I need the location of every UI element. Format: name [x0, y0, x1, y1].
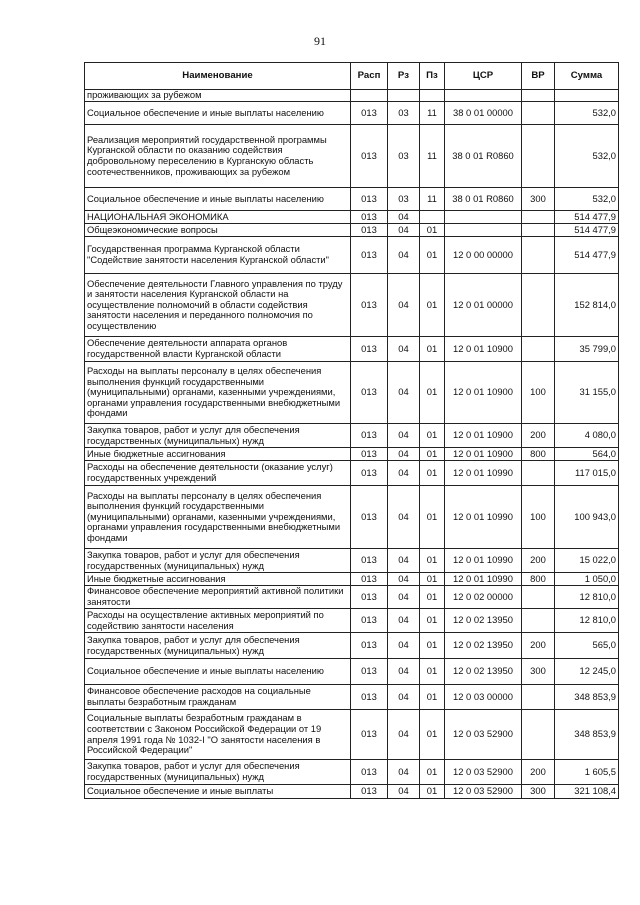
cell-sum: 4 080,0	[555, 424, 619, 448]
cell-rz: 04	[388, 760, 420, 785]
cell-name: Закупка товаров, работ и услуг для обеспечения государственных (муниципальных) нужд	[85, 633, 351, 659]
cell-rz: 04	[388, 362, 420, 424]
cell-rasp: 013	[351, 125, 388, 188]
cell-rz: 04	[388, 211, 420, 224]
cell-vr	[522, 710, 555, 760]
cell-rasp: 013	[351, 362, 388, 424]
cell-pz: 01	[420, 573, 445, 586]
table-row	[85, 424, 619, 448]
cell-csr	[445, 211, 522, 224]
cell-pz	[420, 90, 445, 102]
cell-vr	[522, 586, 555, 609]
cell-name: Финансовое обеспечение расходов на социальные выплаты безработным гражданам	[85, 685, 351, 710]
cell-csr: 12 0 02 13950	[445, 609, 522, 633]
cell-rasp: 013	[351, 424, 388, 448]
cell-vr	[522, 461, 555, 486]
cell-rz: 04	[388, 237, 420, 274]
cell-sum: 117 015,0	[555, 461, 619, 486]
cell-name: Социальное обеспечение и иные выплаты населению	[85, 102, 351, 125]
cell-sum: 348 853,9	[555, 685, 619, 710]
header-rasp: Расп	[351, 63, 388, 90]
cell-rasp: 013	[351, 785, 388, 799]
cell-vr: 100	[522, 362, 555, 424]
cell-pz: 11	[420, 125, 445, 188]
cell-name: Социальное обеспечение и иные выплаты населению	[85, 188, 351, 211]
cell-vr: 800	[522, 573, 555, 586]
cell-vr: 200	[522, 760, 555, 785]
table-row	[85, 211, 619, 224]
table-row	[85, 362, 619, 424]
cell-csr: 12 0 01 10990	[445, 573, 522, 586]
cell-vr: 300	[522, 188, 555, 211]
table-row	[85, 633, 619, 659]
cell-pz: 01	[420, 549, 445, 573]
cell-rz: 04	[388, 586, 420, 609]
cell-rz: 03	[388, 188, 420, 211]
cell-csr: 12 0 03 52900	[445, 760, 522, 785]
cell-csr: 12 0 01 10990	[445, 549, 522, 573]
cell-name: Социальные выплаты безработным гражданам в соответствии с Законом Российской Федерации от 19 апреля 1991 года № 1032-I "О занятости населения в Российской Федерации"	[85, 710, 351, 760]
cell-rasp: 013	[351, 211, 388, 224]
cell-rasp: 013	[351, 486, 388, 549]
cell-name: Закупка товаров, работ и услуг для обеспечения государственных (муниципальных) нужд	[85, 424, 351, 448]
cell-rasp: 013	[351, 659, 388, 685]
cell-sum: 12 810,0	[555, 586, 619, 609]
cell-sum	[555, 90, 619, 102]
cell-sum: 321 108,4	[555, 785, 619, 799]
cell-name: Обеспечение деятельности аппарата органов государственной власти Курганской области	[85, 337, 351, 362]
cell-rz: 04	[388, 659, 420, 685]
table-row	[85, 760, 619, 785]
cell-name: Государственная программа Курганской области "Содействие занятости населения Курганской области"	[85, 237, 351, 274]
cell-rz: 04	[388, 685, 420, 710]
cell-name: Иные бюджетные ассигнования	[85, 573, 351, 586]
cell-pz: 01	[420, 785, 445, 799]
cell-name: НАЦИОНАЛЬНАЯ ЭКОНОМИКА	[85, 211, 351, 224]
cell-name: проживающих за рубежом	[85, 90, 351, 102]
cell-name: Иные бюджетные ассигнования	[85, 448, 351, 461]
cell-name: Реализация мероприятий государственной программы Курганской области по оказанию содействия добровольному переселению в Курганскую область соотечественников, проживающих за рубежом	[85, 125, 351, 188]
cell-sum: 565,0	[555, 633, 619, 659]
table-row	[85, 461, 619, 486]
header-sum: Сумма	[555, 63, 619, 90]
cell-pz: 01	[420, 609, 445, 633]
cell-pz: 11	[420, 102, 445, 125]
table-row	[85, 685, 619, 710]
cell-sum: 12 245,0	[555, 659, 619, 685]
cell-vr: 800	[522, 448, 555, 461]
cell-vr	[522, 609, 555, 633]
cell-rasp: 013	[351, 710, 388, 760]
cell-vr: 300	[522, 785, 555, 799]
cell-sum: 564,0	[555, 448, 619, 461]
cell-rz: 04	[388, 337, 420, 362]
cell-rasp: 013	[351, 188, 388, 211]
cell-rz: 04	[388, 633, 420, 659]
page-number: 91	[314, 34, 326, 48]
cell-rz: 04	[388, 549, 420, 573]
header-csr: ЦСР	[445, 63, 522, 90]
cell-csr	[445, 90, 522, 102]
cell-rasp: 013	[351, 448, 388, 461]
cell-name: Расходы на выплаты персоналу в целях обеспечения выполнения функций государственными (муниципальными) органами, казенными учреждениями, органами управления государственными внебюджетными фондами	[85, 486, 351, 549]
cell-csr: 12 0 01 10900	[445, 337, 522, 362]
cell-vr	[522, 274, 555, 337]
cell-rz: 03	[388, 102, 420, 125]
cell-rz: 04	[388, 274, 420, 337]
cell-vr	[522, 237, 555, 274]
cell-csr: 12 0 01 10900	[445, 362, 522, 424]
table-row	[85, 710, 619, 760]
cell-vr: 100	[522, 486, 555, 549]
cell-sum: 514 477,9	[555, 237, 619, 274]
cell-csr: 12 0 02 13950	[445, 659, 522, 685]
cell-csr: 12 0 01 00000	[445, 274, 522, 337]
cell-csr: 12 0 01 10900	[445, 424, 522, 448]
table-row	[85, 125, 619, 188]
budget-table	[84, 62, 619, 799]
cell-vr	[522, 125, 555, 188]
cell-name: Расходы на выплаты персоналу в целях обеспечения выполнения функций государственными (муниципальными) органами, казенными учреждениями, органами управления государственными внебюджетными фондами	[85, 362, 351, 424]
cell-csr: 12 0 03 52900	[445, 710, 522, 760]
cell-sum: 532,0	[555, 125, 619, 188]
table-row	[85, 659, 619, 685]
cell-csr: 38 0 01 00000	[445, 102, 522, 125]
cell-rz: 04	[388, 609, 420, 633]
cell-csr: 12 0 02 13950	[445, 633, 522, 659]
cell-sum: 15 022,0	[555, 549, 619, 573]
cell-sum: 12 810,0	[555, 609, 619, 633]
table-header-row	[85, 63, 619, 90]
cell-vr: 300	[522, 659, 555, 685]
cell-rz: 04	[388, 424, 420, 448]
cell-csr: 12 0 02 00000	[445, 586, 522, 609]
cell-rasp: 013	[351, 102, 388, 125]
cell-name: Закупка товаров, работ и услуг для обеспечения государственных (муниципальных) нужд	[85, 549, 351, 573]
cell-rz: 04	[388, 486, 420, 549]
cell-csr: 12 0 01 10990	[445, 486, 522, 549]
cell-name: Закупка товаров, работ и услуг для обеспечения государственных (муниципальных) нужд	[85, 760, 351, 785]
cell-pz: 01	[420, 224, 445, 237]
cell-pz: 01	[420, 486, 445, 549]
table-row	[85, 337, 619, 362]
cell-sum: 348 853,9	[555, 710, 619, 760]
cell-sum: 1 050,0	[555, 573, 619, 586]
cell-pz: 01	[420, 760, 445, 785]
header-pz: Пз	[420, 63, 445, 90]
cell-name: Социальное обеспечение и иные выплаты	[85, 785, 351, 799]
cell-rz: 04	[388, 224, 420, 237]
cell-rz	[388, 90, 420, 102]
cell-pz: 01	[420, 710, 445, 760]
cell-csr: 12 0 00 00000	[445, 237, 522, 274]
cell-rz: 03	[388, 125, 420, 188]
cell-name: Расходы на осуществление активных мероприятий по содействию занятости населения	[85, 609, 351, 633]
cell-rasp: 013	[351, 685, 388, 710]
cell-name: Обеспечение деятельности Главного управления по труду и занятости населения Курганской области на осуществление полномочий в области содействия занятости населения и переданного полномочия по осуществлению	[85, 274, 351, 337]
cell-sum: 532,0	[555, 188, 619, 211]
cell-csr: 12 0 01 10900	[445, 448, 522, 461]
cell-sum: 532,0	[555, 102, 619, 125]
cell-rasp	[351, 90, 388, 102]
cell-sum: 1 605,5	[555, 760, 619, 785]
table-row	[85, 224, 619, 237]
cell-sum: 514 477,9	[555, 224, 619, 237]
cell-csr: 12 0 01 10990	[445, 461, 522, 486]
table-row	[85, 102, 619, 125]
table-row	[85, 573, 619, 586]
cell-sum: 100 943,0	[555, 486, 619, 549]
table-row	[85, 549, 619, 573]
cell-rasp: 013	[351, 274, 388, 337]
cell-vr: 200	[522, 549, 555, 573]
cell-sum: 35 799,0	[555, 337, 619, 362]
cell-vr	[522, 211, 555, 224]
cell-pz: 01	[420, 659, 445, 685]
cell-pz: 01	[420, 337, 445, 362]
cell-rz: 04	[388, 448, 420, 461]
cell-csr: 12 0 03 00000	[445, 685, 522, 710]
cell-vr: 200	[522, 424, 555, 448]
cell-rz: 04	[388, 710, 420, 760]
cell-vr	[522, 337, 555, 362]
cell-pz: 01	[420, 461, 445, 486]
cell-rasp: 013	[351, 586, 388, 609]
header-name: Наименование	[85, 63, 351, 90]
cell-rasp: 013	[351, 237, 388, 274]
cell-name: Финансовое обеспечение мероприятий активной политики занятости	[85, 586, 351, 609]
cell-csr	[445, 224, 522, 237]
table-row	[85, 785, 619, 799]
table-row	[85, 448, 619, 461]
cell-name: Социальное обеспечение и иные выплаты населению	[85, 659, 351, 685]
cell-pz: 01	[420, 424, 445, 448]
cell-rz: 04	[388, 785, 420, 799]
cell-sum: 31 155,0	[555, 362, 619, 424]
cell-name: Общеэкономические вопросы	[85, 224, 351, 237]
table-row	[85, 586, 619, 609]
cell-csr: 12 0 03 52900	[445, 785, 522, 799]
table-row	[85, 237, 619, 274]
cell-rasp: 013	[351, 760, 388, 785]
cell-sum: 514 477,9	[555, 211, 619, 224]
cell-pz: 01	[420, 586, 445, 609]
cell-pz: 01	[420, 448, 445, 461]
header-rz: Рз	[388, 63, 420, 90]
cell-vr	[522, 224, 555, 237]
cell-pz: 01	[420, 685, 445, 710]
cell-name: Расходы на обеспечение деятельности (оказание услуг) государственных учреждений	[85, 461, 351, 486]
table-body	[85, 90, 619, 799]
cell-pz	[420, 211, 445, 224]
table-row	[85, 188, 619, 211]
table-row	[85, 486, 619, 549]
cell-csr: 38 0 01 R0860	[445, 188, 522, 211]
cell-pz: 01	[420, 362, 445, 424]
cell-rasp: 013	[351, 224, 388, 237]
cell-rz: 04	[388, 573, 420, 586]
cell-vr: 200	[522, 633, 555, 659]
cell-rasp: 013	[351, 461, 388, 486]
table-row	[85, 274, 619, 337]
cell-rasp: 013	[351, 549, 388, 573]
cell-rasp: 013	[351, 573, 388, 586]
table-row	[85, 609, 619, 633]
cell-rasp: 013	[351, 633, 388, 659]
cell-vr	[522, 685, 555, 710]
cell-pz: 01	[420, 237, 445, 274]
cell-rasp: 013	[351, 337, 388, 362]
cell-rz: 04	[388, 461, 420, 486]
cell-rasp: 013	[351, 609, 388, 633]
cell-pz: 01	[420, 633, 445, 659]
cell-sum: 152 814,0	[555, 274, 619, 337]
cell-vr	[522, 90, 555, 102]
cell-csr: 38 0 01 R0860	[445, 125, 522, 188]
header-vr: ВР	[522, 63, 555, 90]
cell-pz: 11	[420, 188, 445, 211]
cell-vr	[522, 102, 555, 125]
table-row	[85, 90, 619, 102]
cell-pz: 01	[420, 274, 445, 337]
